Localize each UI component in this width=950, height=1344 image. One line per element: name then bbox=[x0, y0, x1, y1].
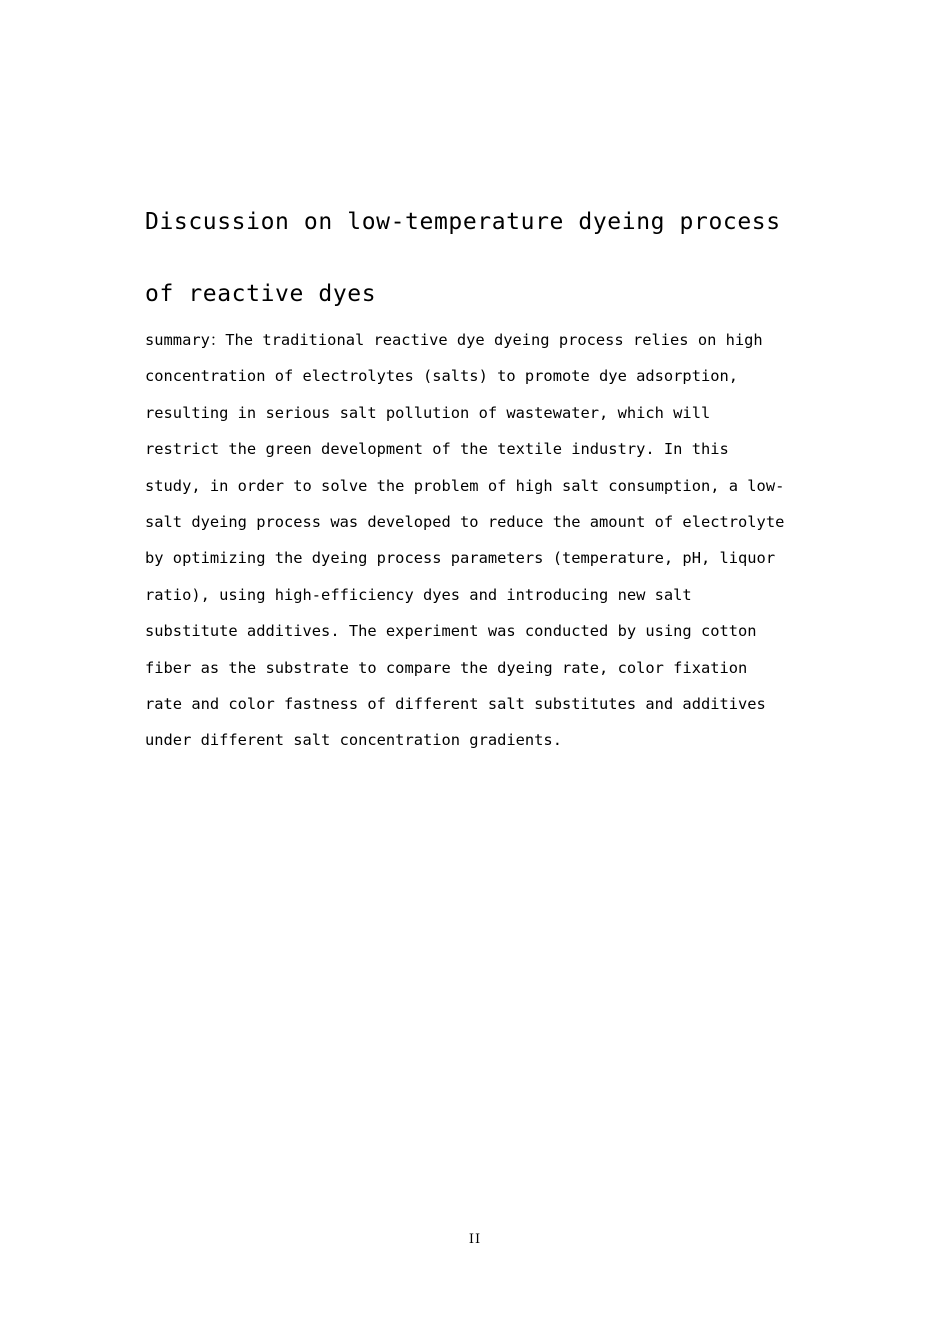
abstract-line: under different salt concentration gradients. bbox=[145, 731, 562, 750]
abstract-line: resulting in serious salt pollution of wastewater, which will bbox=[145, 403, 711, 422]
abstract-line: summary：The traditional reactive dye dyeing process relies on high bbox=[145, 331, 763, 349]
title-line-2: of reactive dyes bbox=[145, 281, 377, 307]
page-number: II bbox=[468, 1232, 482, 1247]
abstract-line: salt dyeing process was developed to reduce the amount of electrolyte bbox=[145, 513, 785, 532]
abstract-line: substitute additives. The experiment was conducted by using cotton bbox=[145, 622, 757, 641]
abstract-line: study, in order to solve the problem of high salt consumption, a low- bbox=[145, 476, 785, 495]
title-line-1: Discussion on low-temperature dyeing process bbox=[145, 209, 781, 235]
abstract-paragraph bbox=[145, 322, 815, 759]
document-title bbox=[145, 186, 815, 330]
abstract-line: ratio), using high-efficiency dyes and introducing new salt bbox=[145, 585, 692, 604]
abstract-line: fiber as the substrate to compare the dyeing rate, color fixation bbox=[145, 658, 748, 677]
abstract-line: concentration of electrolytes (salts) to promote dye adsorption, bbox=[145, 367, 739, 386]
abstract-line: restrict the green development of the textile industry. In this bbox=[145, 440, 729, 459]
abstract-line: rate and color fastness of different salt substitutes and additives bbox=[145, 695, 766, 714]
abstract-line: by optimizing the dyeing process parameters (temperature, pH, liquor bbox=[145, 549, 776, 568]
page-content bbox=[145, 186, 815, 759]
